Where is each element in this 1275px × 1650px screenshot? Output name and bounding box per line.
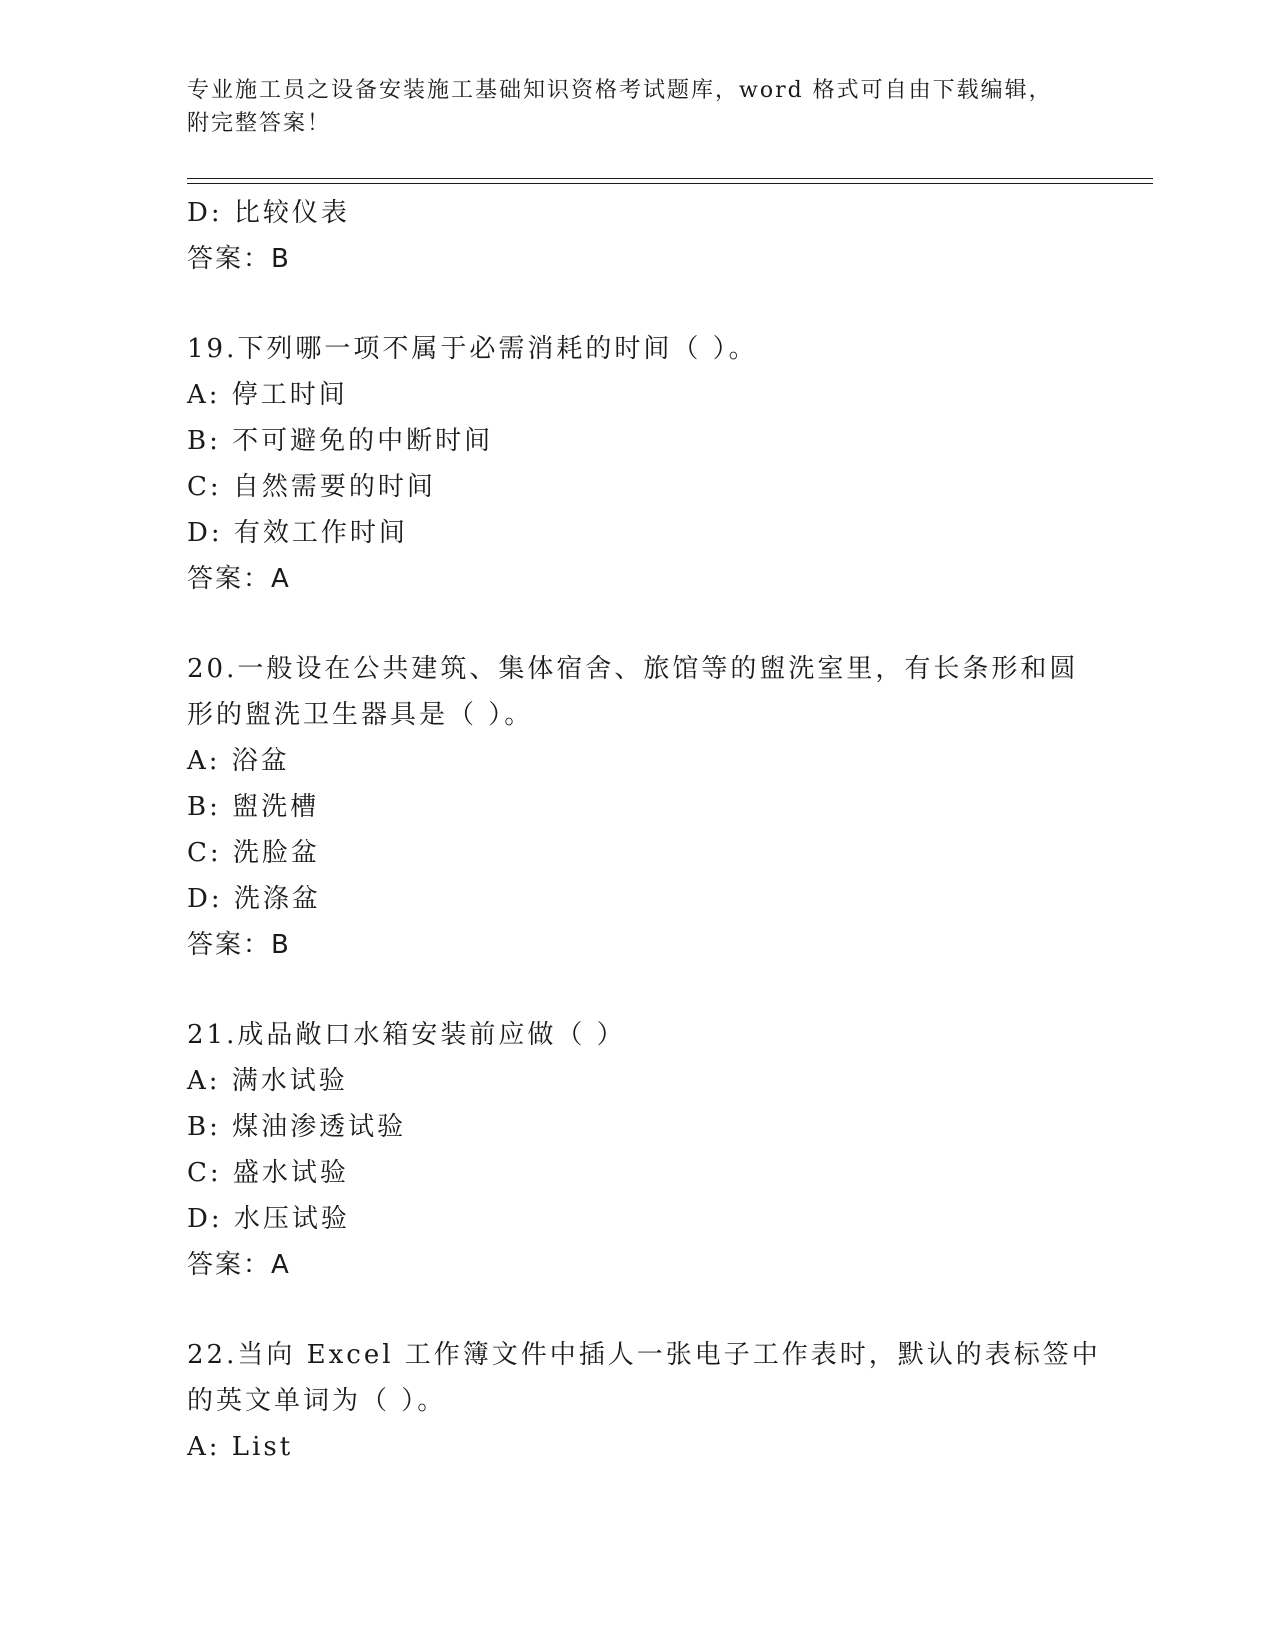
answer-line: 答案：B: [187, 244, 291, 274]
option-a: A: List: [187, 1432, 294, 1462]
option-b: B: 不可避免的中断时间: [187, 426, 494, 456]
header-divider-top: [187, 178, 1153, 179]
spacer: [187, 1288, 1087, 1332]
answer-line: 答案：A: [187, 564, 291, 594]
spacer: [187, 602, 1087, 646]
option-d: D: 水压试验: [187, 1204, 350, 1234]
spacer: [187, 282, 1087, 326]
question-stem: 20.一般设在公共建筑、集体宿舍、旅馆等的盥洗室里，有长条形和圆: [187, 654, 1079, 684]
previous-question-tail: [187, 190, 1087, 282]
question-stem-continued: 形的盥洗卫生器具是（ ）。: [187, 700, 534, 730]
question-stem-continued: 的英文单词为（ ）。: [187, 1386, 447, 1416]
answer-line: 答案：A: [187, 1250, 291, 1280]
option-c: C: 自然需要的时间: [187, 472, 436, 502]
answer-line: 答案：B: [187, 930, 291, 960]
option-b: B: 盥洗槽: [187, 792, 320, 822]
header-divider-bottom: [187, 183, 1153, 184]
spacer: [187, 968, 1087, 1012]
option-a: A: 浴盆: [187, 746, 290, 776]
question-19: [187, 326, 1087, 602]
question-content: [187, 190, 1101, 1470]
question-stem: 22.当向 Excel 工作簿文件中插人一张电子工作表时，默认的表标签中: [187, 1340, 1101, 1370]
question-22: [187, 1332, 1101, 1470]
option-c: C: 盛水试验: [187, 1158, 349, 1188]
option-d: D: 洗涤盆: [187, 884, 321, 914]
question-stem: 21.成品敞口水箱安装前应做（ ）: [187, 1020, 626, 1050]
option-a: A: 停工时间: [187, 380, 348, 410]
question-stem: 19.下列哪一项不属于必需消耗的时间（ ）。: [187, 334, 758, 364]
header-line-2: 附完整答案！: [187, 111, 332, 136]
option-c: C: 洗脸盆: [187, 838, 320, 868]
option-d: D: 比较仪表: [187, 198, 350, 228]
question-21: [187, 1012, 1087, 1288]
question-20: [187, 646, 1087, 968]
option-b: B: 煤油渗透试验: [187, 1112, 407, 1142]
document-header: [187, 74, 1077, 140]
header-line-1: 专业施工员之设备安装施工基础知识资格考试题库，word 格式可自由下载编辑，: [187, 78, 1053, 103]
option-d: D: 有效工作时间: [187, 518, 408, 548]
option-a: A: 满水试验: [187, 1066, 348, 1096]
